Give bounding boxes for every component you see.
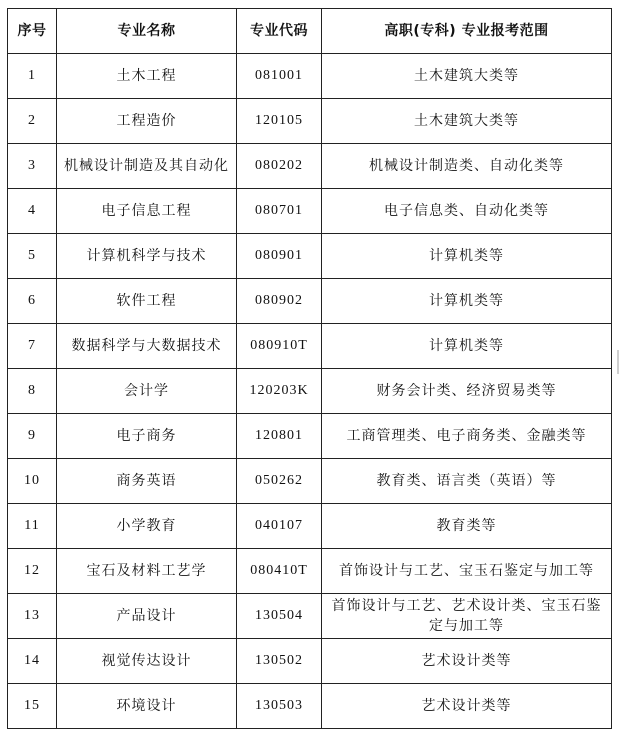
application-scope: 首饰设计与工艺、艺术设计类、宝玉石鉴定与加工等 <box>322 594 612 639</box>
major-name: 工程造价 <box>57 99 237 144</box>
header-application-scope: 高职(专科) 专业报考范围 <box>322 9 612 54</box>
application-scope: 艺术设计类等 <box>322 684 612 729</box>
major-name: 电子商务 <box>57 414 237 459</box>
row-number: 5 <box>8 234 57 279</box>
table-row <box>8 639 612 684</box>
table-header-row <box>8 9 612 54</box>
major-code: 080202 <box>237 144 322 189</box>
table-row <box>8 504 612 549</box>
application-scope: 艺术设计类等 <box>322 639 612 684</box>
major-name: 视觉传达设计 <box>57 639 237 684</box>
application-scope: 计算机类等 <box>322 279 612 324</box>
table-row <box>8 54 612 99</box>
table-row <box>8 279 612 324</box>
major-code: 120105 <box>237 99 322 144</box>
row-number: 11 <box>8 504 57 549</box>
major-code: 080410T <box>237 549 322 594</box>
major-name: 产品设计 <box>57 594 237 639</box>
major-code: 040107 <box>237 504 322 549</box>
major-name: 机械设计制造及其自动化 <box>57 144 237 189</box>
row-number: 1 <box>8 54 57 99</box>
major-name: 数据科学与大数据技术 <box>57 324 237 369</box>
major-name: 电子信息工程 <box>57 189 237 234</box>
row-number: 7 <box>8 324 57 369</box>
table-row <box>8 594 612 639</box>
row-number: 3 <box>8 144 57 189</box>
major-name: 计算机科学与技术 <box>57 234 237 279</box>
table-row <box>8 414 612 459</box>
major-name: 软件工程 <box>57 279 237 324</box>
row-number: 9 <box>8 414 57 459</box>
major-code: 081001 <box>237 54 322 99</box>
application-scope: 教育类、语言类（英语）等 <box>322 459 612 504</box>
row-number: 12 <box>8 549 57 594</box>
application-scope: 土木建筑大类等 <box>322 99 612 144</box>
major-name: 小学教育 <box>57 504 237 549</box>
application-scope: 电子信息类、自动化类等 <box>322 189 612 234</box>
table-row <box>8 99 612 144</box>
application-scope: 机械设计制造类、自动化类等 <box>322 144 612 189</box>
major-name: 环境设计 <box>57 684 237 729</box>
table-body <box>8 54 612 729</box>
major-name: 会计学 <box>57 369 237 414</box>
major-code: 130503 <box>237 684 322 729</box>
table-row <box>8 189 612 234</box>
table-row <box>8 684 612 729</box>
row-number: 6 <box>8 279 57 324</box>
major-code: 130504 <box>237 594 322 639</box>
header-major-name: 专业名称 <box>57 9 237 54</box>
application-scope: 土木建筑大类等 <box>322 54 612 99</box>
row-number: 4 <box>8 189 57 234</box>
application-scope: 计算机类等 <box>322 234 612 279</box>
majors-table <box>7 8 612 729</box>
table-row <box>8 144 612 189</box>
application-scope: 教育类等 <box>322 504 612 549</box>
row-number: 15 <box>8 684 57 729</box>
table-row <box>8 369 612 414</box>
application-scope: 计算机类等 <box>322 324 612 369</box>
table-row <box>8 459 612 504</box>
major-name: 土木工程 <box>57 54 237 99</box>
application-scope: 工商管理类、电子商务类、金融类等 <box>322 414 612 459</box>
major-code: 130502 <box>237 639 322 684</box>
major-code: 080902 <box>237 279 322 324</box>
row-number: 13 <box>8 594 57 639</box>
row-number: 8 <box>8 369 57 414</box>
major-name: 商务英语 <box>57 459 237 504</box>
major-code: 120203K <box>237 369 322 414</box>
major-code: 080701 <box>237 189 322 234</box>
major-code: 080901 <box>237 234 322 279</box>
major-code: 050262 <box>237 459 322 504</box>
table-row <box>8 324 612 369</box>
row-number: 2 <box>8 99 57 144</box>
row-number: 14 <box>8 639 57 684</box>
table-row <box>8 234 612 279</box>
scrollbar-thumb[interactable] <box>617 350 619 374</box>
table-row <box>8 549 612 594</box>
row-number: 10 <box>8 459 57 504</box>
header-serial-number: 序号 <box>8 9 57 54</box>
application-scope: 首饰设计与工艺、宝玉石鉴定与加工等 <box>322 549 612 594</box>
major-code: 080910T <box>237 324 322 369</box>
application-scope: 财务会计类、经济贸易类等 <box>322 369 612 414</box>
major-code: 120801 <box>237 414 322 459</box>
header-major-code: 专业代码 <box>237 9 322 54</box>
major-name: 宝石及材料工艺学 <box>57 549 237 594</box>
